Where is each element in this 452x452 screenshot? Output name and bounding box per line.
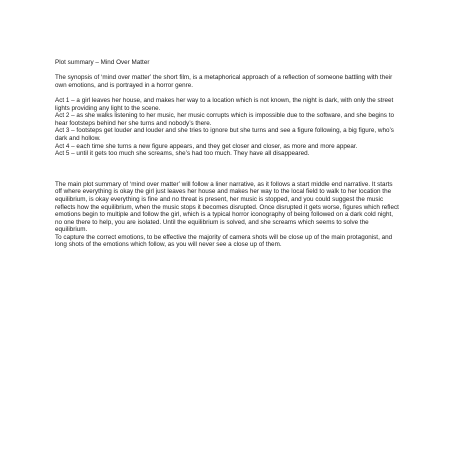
act-4: Act 4 – each time she turns a new figure appears, and they get closer and closer, as more and more appear. — [55, 142, 358, 150]
acts-list — [55, 97, 400, 158]
act-5: Act 5 – until it gets too much she screams, she’s had too much. They have all disappeared. — [55, 150, 310, 158]
document-page — [55, 59, 400, 249]
act-3: Act 3 – footsteps get louder and louder and she tries to ignore but she turns and see a figure following, a big figure, who’s dark and hollow. — [55, 127, 394, 142]
main-plot-paragraph: The main plot summary of ‘mind over matter’ will follow a liner narrative, as it follows a start middle end narrative. It starts off where everything is okay the girl just leaves her house and makes her way to the local field to walk to her location the equilibrium, is okay everything is fine and no threat is present, her music is stopped, and you could suggest the music reflects how the equilibrium, when the music stops it becomes disrupted. Once disrupted it gets worse, figures which reflect emotions begin to multiple and follow the girl, which is a typical horror iconography of being followed on a dark cold night, no one there to help, you are isolated. Until the equilibrium is solved, and she screams which seems to solve the equilibrium. — [55, 180, 399, 234]
camera-paragraph: To capture the correct emotions, to be effective the majority of camera shots will be close up of the main protagonist, and long shots of the emotions which follow, as you will never see a close up of them. — [55, 233, 393, 249]
act-1: Act 1 – a girl leaves her house, and makes her way to a location which is not known, the night is dark, with only the street lights providing any light to the scene. — [55, 96, 394, 112]
synopsis-paragraph: The synopsis of ‘mind over matter’ the short film, is a metaphorical approach of a reflection of someone battling with their own emotions, and is portrayed in a horror genre. — [55, 74, 393, 89]
act-2: Act 2 – as she walks listening to her music, her music corrupts which is impossible due to the software, and she begins to hear footsteps behind her she turns and nobody’s there. — [55, 112, 394, 127]
document-title: Plot summary – Mind Over Matter — [55, 59, 150, 66]
